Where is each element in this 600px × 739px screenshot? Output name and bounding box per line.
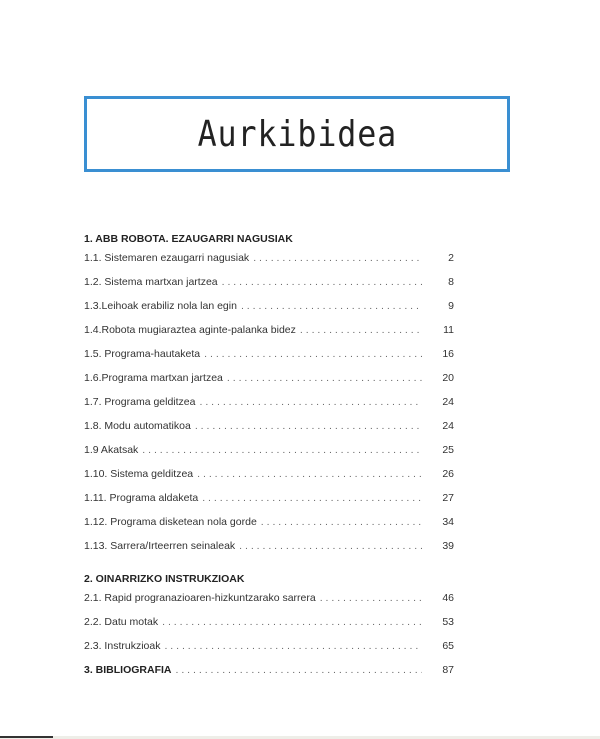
toc-entry[interactable] — [84, 318, 454, 342]
toc-entry[interactable] — [84, 610, 454, 634]
entry-label: 1.3.Leihoak erabiliz nola lan egin — [84, 300, 237, 312]
toc-entry[interactable] — [84, 270, 454, 294]
entry-label: 1.2. Sistema martxan jartzea — [84, 276, 218, 288]
entry-page: 65 — [442, 640, 454, 652]
section-entries — [84, 246, 454, 558]
toc-entry[interactable] — [84, 586, 454, 610]
dot-leader — [195, 414, 422, 438]
entry-label: 1.12. Programa disketean nola gorde — [84, 516, 257, 528]
bottom-scrollbar-thumb[interactable] — [0, 736, 53, 738]
dot-leader — [176, 658, 422, 682]
entry-label: 2.2. Datu motak — [84, 616, 159, 628]
entry-label: 1.7. Programa gelditzea — [84, 396, 196, 408]
dot-leader — [204, 342, 422, 366]
entry-page: 16 — [442, 348, 454, 360]
dot-leader — [320, 586, 422, 610]
dot-leader — [142, 438, 422, 462]
title-box — [84, 96, 510, 172]
entry-label: 1.8. Modu automatikoa — [84, 420, 191, 432]
section-heading: 1. ABB ROBOTA. EZAUGARRI NAGUSIAK — [84, 233, 293, 245]
entry-page: 24 — [442, 396, 454, 408]
entry-page: 34 — [442, 516, 454, 528]
dot-leader — [253, 246, 422, 270]
entry-page: 53 — [442, 616, 454, 628]
toc-entry[interactable] — [84, 294, 454, 318]
entry-page: 87 — [442, 664, 454, 676]
entry-page: 20 — [442, 372, 454, 384]
dot-leader — [164, 634, 422, 658]
dot-leader — [222, 270, 422, 294]
dot-leader — [227, 366, 422, 390]
dot-leader — [261, 510, 422, 534]
section-heading: 2. OINARRIZKO INSTRUKZIOAK — [84, 573, 245, 585]
dot-leader — [197, 462, 422, 486]
entry-page: 26 — [442, 468, 454, 480]
entry-page: 25 — [442, 444, 454, 456]
page-title: Aurkibidea — [197, 113, 397, 155]
entry-label: 1.9 Akatsak — [84, 444, 139, 456]
entry-label: 2.3. Instrukzioak — [84, 640, 161, 652]
entry-page: 39 — [442, 540, 454, 552]
entry-label: 1.4.Robota mugiaraztea aginte-palanka bidez — [84, 324, 296, 336]
entry-label: 2.1. Rapid progranazioaren-hizkuntzarako sarrera — [84, 592, 316, 604]
toc-entry[interactable] — [84, 390, 454, 414]
entry-label: 1.13. Sarrera/Irteerren seinaleak — [84, 540, 236, 552]
section-entries — [84, 586, 454, 658]
section-gap — [84, 558, 454, 572]
table-of-contents — [84, 232, 454, 682]
entry-label: 1.6.Programa martxan jartzea — [84, 372, 223, 384]
dot-leader — [202, 486, 422, 510]
dot-leader — [162, 610, 422, 634]
entry-page: 27 — [442, 492, 454, 504]
toc-entry[interactable] — [84, 366, 454, 390]
toc-entry[interactable] — [84, 246, 454, 270]
toc-entry[interactable] — [84, 510, 454, 534]
entry-page: 9 — [448, 300, 454, 312]
entry-label: 3. BIBLIOGRAFIA — [84, 664, 172, 676]
toc-entry[interactable] — [84, 534, 454, 558]
toc-entry[interactable] — [84, 634, 454, 658]
toc-entry[interactable] — [84, 462, 454, 486]
toc-entry[interactable] — [84, 438, 454, 462]
entry-label: 1.1. Sistemaren ezaugarri nagusiak — [84, 252, 250, 264]
dot-leader — [199, 390, 422, 414]
toc-entry[interactable] — [84, 414, 454, 438]
entry-page: 8 — [448, 276, 454, 288]
entry-label: 1.11. Programa aldaketa — [84, 492, 199, 504]
entry-page: 11 — [443, 324, 454, 336]
entry-page: 24 — [442, 420, 454, 432]
toc-entry[interactable] — [84, 486, 454, 510]
entry-label: 1.10. Sistema gelditzea — [84, 468, 194, 480]
toc-entry-bibliography[interactable] — [84, 658, 454, 682]
toc-entry[interactable] — [84, 342, 454, 366]
entry-page: 2 — [448, 252, 454, 264]
dot-leader — [241, 294, 422, 318]
dot-leader — [239, 534, 422, 558]
dot-leader — [300, 318, 422, 342]
entry-page: 46 — [442, 592, 454, 604]
entry-label: 1.5. Programa-hautaketa — [84, 348, 201, 360]
